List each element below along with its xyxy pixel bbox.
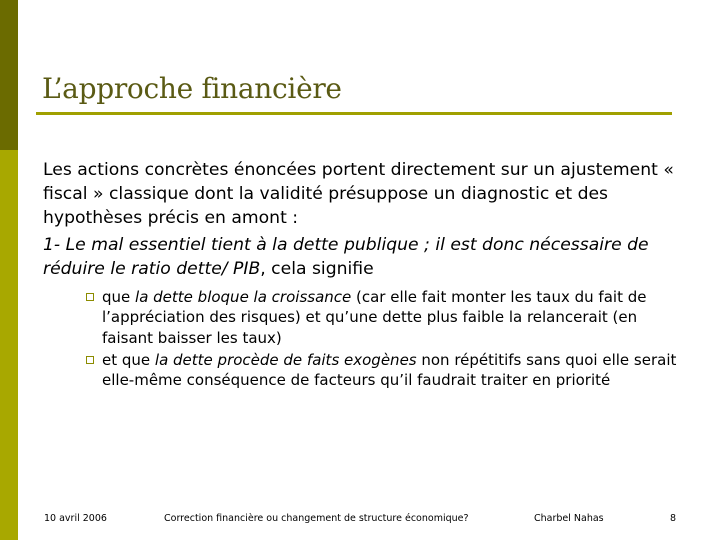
- point-1-rest: , cela signifie: [260, 259, 374, 279]
- square-bullet-icon: [86, 356, 94, 364]
- footer-author: Charbel Nahas: [534, 513, 604, 524]
- intro-paragraph: Les actions concrètes énoncées portent directement sur un ajustement « fiscal » classique dont la validité présuppose un diagnostic et des hypothèses précis en amont :: [43, 160, 674, 228]
- point-1-paragraph: [43, 233, 683, 281]
- bullet-emphasis: la dette procède de faits exogènes: [154, 350, 417, 369]
- bullet-pre: et que: [102, 350, 155, 369]
- sidebar-bar-light: [0, 150, 18, 540]
- page-number: 8: [670, 513, 677, 524]
- bullet-post: (car elle fait monter les taux du fait de l’appréciation des risques) et qu’une dette plus faible la relancerait (en faisant baisser les taux): [102, 288, 647, 347]
- slide-title: L’approche financière: [42, 72, 342, 105]
- title-underline: [36, 112, 672, 115]
- footer-title: Correction financière ou changement de structure économique?: [164, 513, 469, 524]
- slide-body: [43, 158, 683, 281]
- bullet-list: [86, 287, 686, 390]
- sidebar-bar-dark: [0, 0, 18, 150]
- footer-date: 10 avril 2006: [44, 513, 107, 524]
- bullet-emphasis: la dette bloque la croissance: [135, 288, 352, 306]
- bullet-post: non répétitifs sans quoi elle serait elle-même conséquence de facteurs qu’il faudrait traiter en priorité: [102, 350, 677, 390]
- bullet-pre: que: [102, 288, 136, 306]
- square-bullet-icon: [86, 293, 94, 301]
- list-item: [86, 350, 686, 391]
- point-1-emphasis: 1- Le mal essentiel tient à la dette publique ; il est donc nécessaire de réduire le ratio dette/ PIB: [43, 235, 649, 279]
- list-item: [86, 287, 686, 348]
